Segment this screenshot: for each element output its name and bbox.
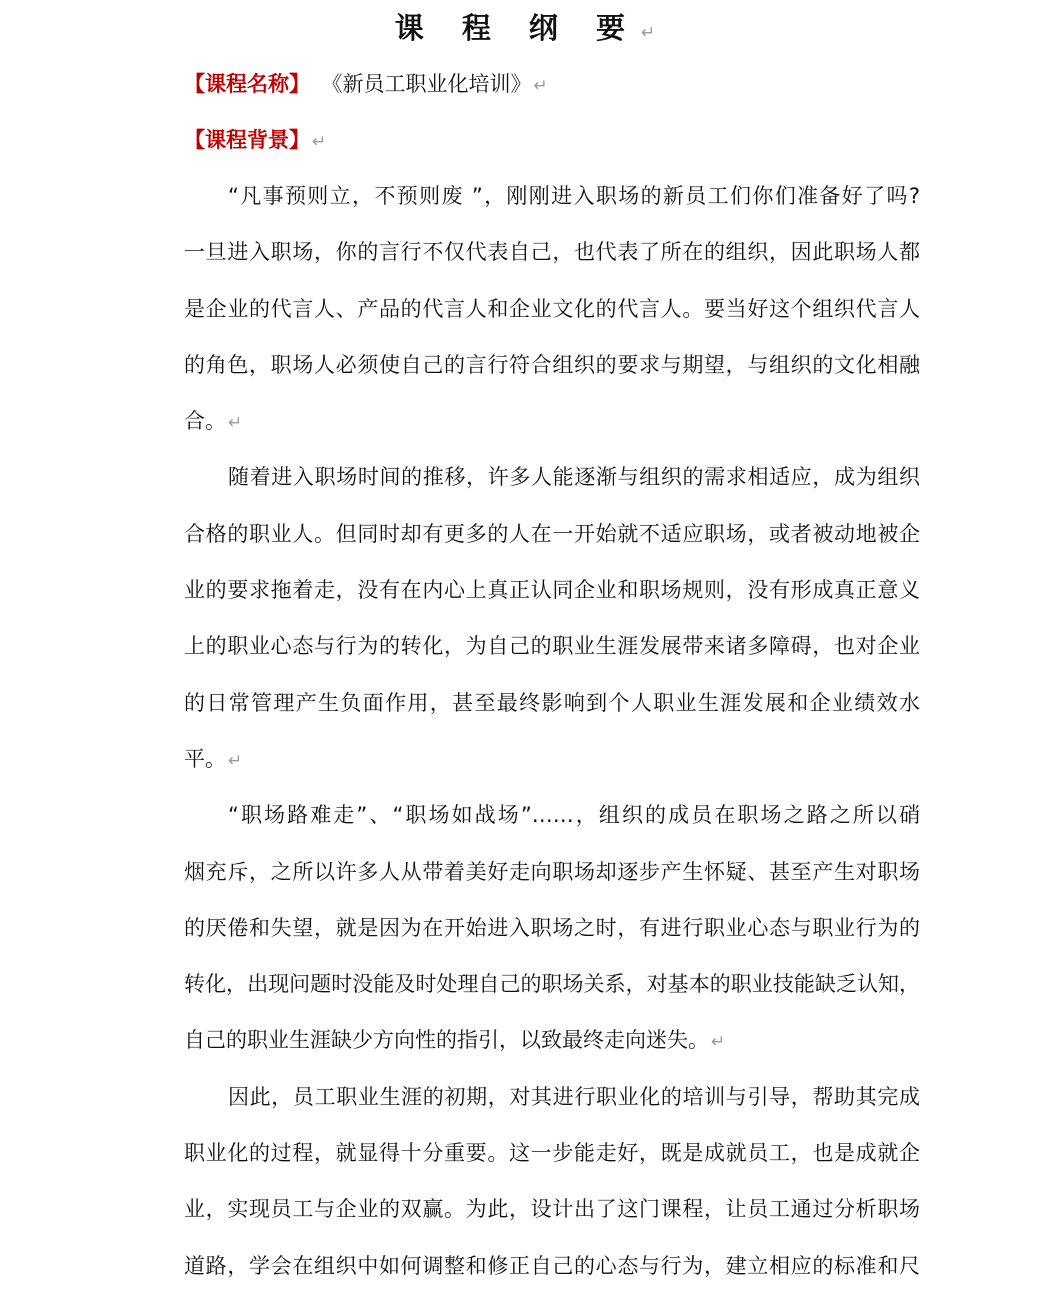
background-paragraph-1: [184, 168, 920, 449]
paragraph-mark-icon: ↵: [641, 23, 656, 43]
paragraph-mark-icon: ↵: [711, 1032, 726, 1053]
course-name-label: 【课程名称】: [184, 72, 310, 96]
paragraph-mark-icon: ↵: [228, 413, 243, 434]
text-line-content: 自己的职业生涯缺少方向性的指引，以致最终走向迷失。: [184, 1028, 709, 1053]
text-line: 的日常管理产生负面作用，甚至最终影响到个人职业生涯发展和企业绩效水: [184, 690, 920, 715]
text-line: 转化，出现问题时没能及时处理自己的职场关系，对基本的职业技能缺乏认知，: [184, 972, 920, 997]
course-name-value: 《新员工职业化培训》: [332, 72, 532, 96]
text-line: 的角色，职场人必须使自己的言行符合组织的要求与期望，与组织的文化相融: [184, 352, 920, 377]
course-name-row: [184, 68, 548, 102]
text-line: 合格的职业人。但同时却有更多的人在一开始就不适应职场，或者被动地被企: [184, 521, 920, 546]
text-line: 上的职业心态与行为的转化，为自己的职业生涯发展带来诸多障碍，也对企业: [184, 634, 920, 659]
text-line: 随着进入职场时间的推移，许多人能逐渐与组织的需求相适应，成为组织: [228, 465, 920, 490]
paragraph-mark-icon: ↵: [228, 750, 243, 771]
text-line: [184, 731, 920, 787]
text-line: [184, 1012, 920, 1068]
paragraph-mark-icon: ↵: [533, 76, 548, 96]
text-line: 烟充斥，之所以许多人从带着美好走向职场却逐步产生怀疑、甚至产生对职场: [184, 859, 920, 884]
document-title: [0, 6, 1050, 55]
course-background-label: 【课程背景】: [184, 128, 310, 152]
text-line: 业的要求拖着走，没有在内心上真正认同企业和职场规则，没有形成真正意义: [184, 578, 920, 603]
text-line: “职场路难走”、“职场如战场”……，组织的成员在职场之路之所以硝: [228, 803, 920, 828]
background-paragraph-4: [184, 1069, 920, 1294]
text-line: 职业化的过程，就显得十分重要。这一步能走好，既是成就员工，也是成就企: [184, 1141, 920, 1166]
course-background-row: [184, 124, 326, 158]
title-text: 课 程 纲 要: [394, 11, 640, 45]
background-paragraph-3: [184, 787, 920, 1068]
text-line: 是企业的代言人、产品的代言人和企业文化的代言人。要当好这个组织代言人: [184, 296, 920, 321]
text-line: 一旦进入职场，你的言行不仅代表自己，也代表了所在的组织，因此职场人都: [184, 240, 920, 265]
text-line: 的厌倦和失望，就是因为在开始进入职场之时，有进行职业心态与职业行为的: [184, 915, 920, 940]
text-line: [184, 393, 920, 449]
text-line-content: 合。: [184, 409, 226, 434]
text-line: “凡事预则立，不预则废 ”，刚刚进入职场的新员工们你们准备好了吗?: [228, 184, 920, 208]
text-line: 道路，学会在组织中如何调整和修正自己的心态与行为，建立相应的标准和尺: [184, 1253, 920, 1278]
course-background-body: [184, 168, 920, 1294]
text-line-content: 平。: [184, 746, 226, 771]
text-line: 业，实现员工与企业的双赢。为此，设计出了这门课程，让员工通过分析职场: [184, 1197, 920, 1222]
text-line: 因此，员工职业生涯的初期，对其进行职业化的培训与引导，帮助其完成: [228, 1084, 920, 1109]
background-paragraph-2: [184, 449, 920, 787]
paragraph-mark-icon: ↵: [312, 132, 327, 152]
